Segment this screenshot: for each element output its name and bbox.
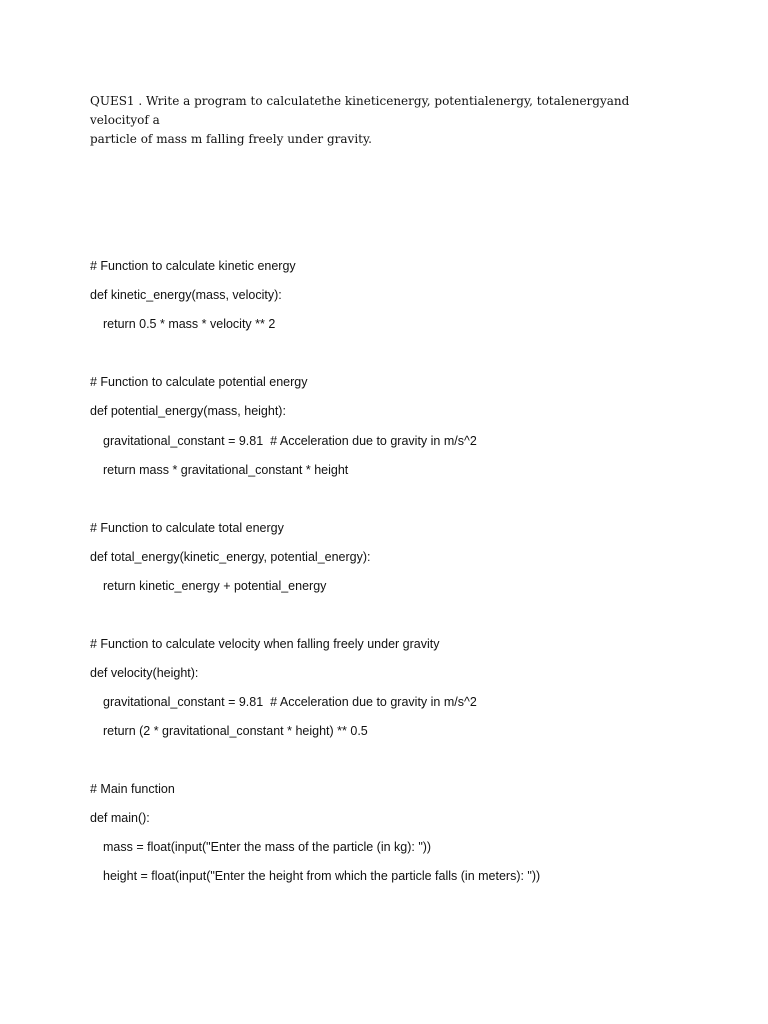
code-mass-input: mass = float(input("Enter the mass of the particle (in kg): ")) <box>103 840 432 854</box>
code-def-velocity: def velocity(height): <box>90 666 199 680</box>
code-comment-main: # Main function <box>90 782 175 796</box>
code-height-input: height = float(input("Enter the height from which the particle falls (in meters): ")) <box>103 869 541 883</box>
question-line-1: QUES1 . Write a program to calculatethe kineticenergy, potentialenergy, totalenergyand velocityof a <box>90 94 630 127</box>
code-comment-total: # Function to calculate total energy <box>90 521 284 535</box>
code-return-total: return kinetic_energy + potential_energy <box>103 579 327 593</box>
question-line-2: particle of mass m falling freely under gravity. <box>90 132 372 146</box>
code-return-kinetic: return 0.5 * mass * velocity ** 2 <box>103 317 276 331</box>
question-text <box>90 92 690 149</box>
code-comment-kinetic: # Function to calculate kinetic energy <box>90 259 296 273</box>
code-def-potential: def potential_energy(mass, height): <box>90 404 286 418</box>
code-return-potential: return mass * gravitational_constant * height <box>103 463 349 477</box>
code-gravity-velocity: gravitational_constant = 9.81 # Acceleration due to gravity in m/s^2 <box>103 695 477 709</box>
code-comment-velocity: # Function to calculate velocity when falling freely under gravity <box>90 637 440 651</box>
code-def-kinetic: def kinetic_energy(mass, velocity): <box>90 288 282 302</box>
code-def-main: def main(): <box>90 811 150 825</box>
code-comment-potential: # Function to calculate potential energy <box>90 375 308 389</box>
code-gravity-potential: gravitational_constant = 9.81 # Acceleration due to gravity in m/s^2 <box>103 434 477 448</box>
code-def-total: def total_energy(kinetic_energy, potential_energy): <box>90 550 371 564</box>
code-return-velocity: return (2 * gravitational_constant * height) ** 0.5 <box>103 724 368 738</box>
